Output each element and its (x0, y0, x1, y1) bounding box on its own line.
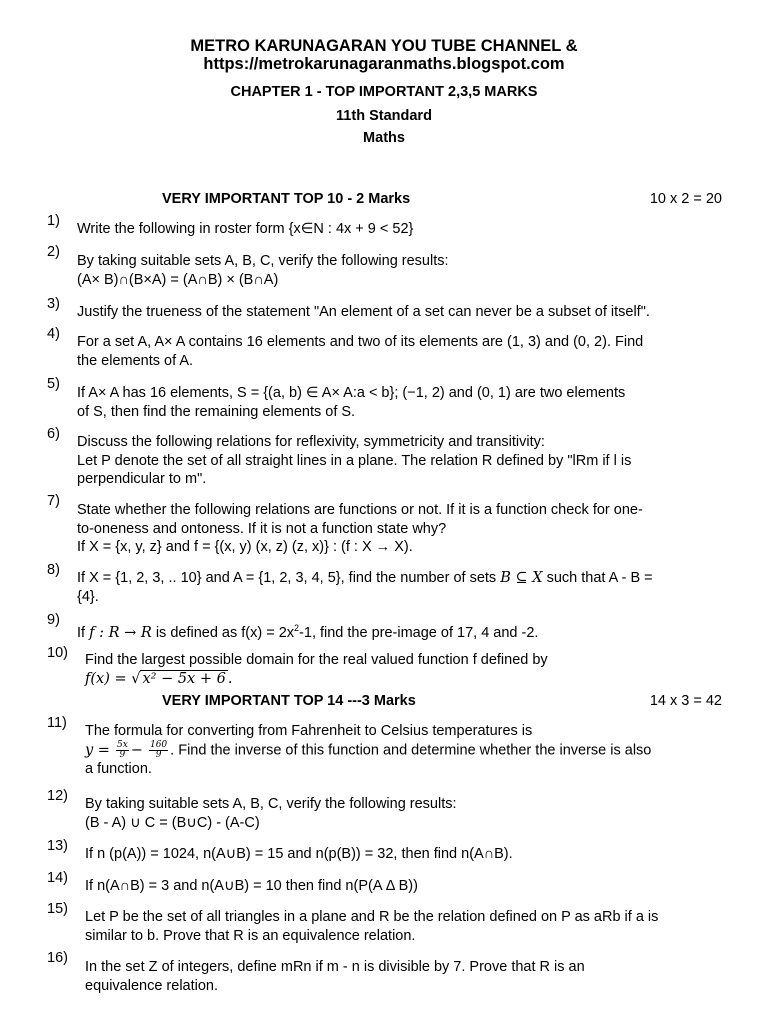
subject-label: Maths (363, 130, 405, 146)
question-line: y = $\frac{5x}{9}$ − $\frac{160}{9}$ . Find the inverse of this function and determine whether the inverse is also (85, 739, 652, 760)
question-text (77, 501, 725, 557)
question-line: of S, then find the remaining elements of S. (77, 403, 356, 420)
question-line: the elements of A. (77, 352, 194, 369)
question-line: If X = {1, 2, 3, .. 10} and A = {1, 2, 3, 4, 5}, find the number of sets B ⊆ X such that A - B = (77, 570, 653, 586)
chapter-title: CHAPTER 1 - TOP IMPORTANT 2,3,5 MARKS (230, 84, 538, 100)
section-title-3-marks: VERY IMPORTANT TOP 14 ---3 Marks (162, 693, 416, 709)
question-text (77, 303, 725, 322)
question-text (85, 722, 725, 778)
question-number: 2) (47, 244, 60, 260)
section-title-2-marks: VERY IMPORTANT TOP 10 - 2 Marks (162, 191, 411, 207)
question-number: 10) (47, 645, 68, 661)
question-text (85, 795, 725, 832)
question-text (77, 433, 725, 489)
question-line: For a set A, A× A contains 16 elements and two of its elements are (1, 3) and (0, 2). Find (77, 334, 644, 350)
function-expression: f : R → R (89, 624, 152, 641)
header-line-1: METRO KARUNAGARAN YOU TUBE CHANNEL & (190, 37, 578, 55)
question-number: 6) (47, 426, 60, 442)
fraction: $\frac{160}{9}$ (149, 739, 168, 760)
question-line: to-oneness and ontoness. If it is not a function state why? (77, 520, 447, 537)
standard-label: 11th Standard (336, 108, 432, 124)
question-line: Justify the trueness of the statement "An element of a set can never be a subset of itself". (77, 304, 650, 320)
question-number: 16) (47, 950, 68, 966)
question-line: equivalence relation. (85, 977, 219, 994)
question-line: similar to b. Prove that R is an equivalence relation. (85, 927, 416, 944)
question-line: Let P be the set of all triangles in a plane and R be the relation defined on P as aRb if a is (85, 909, 659, 925)
question-text (85, 845, 725, 864)
question-text (77, 619, 725, 642)
question-line: Write the following in roster form {x∈N : 4x + 9 < 52} (77, 221, 414, 237)
question-number: 8) (47, 562, 60, 578)
question-line: Let P denote the set of all straight lines in a plane. The relation R defined by "lRm if l is (77, 452, 632, 469)
section-marks-3-marks: 14 x 3 = 42 (649, 693, 722, 709)
question-line: State whether the following relations are functions or not. If it is a function check for one- (77, 502, 643, 518)
question-number: 12) (47, 788, 68, 804)
question-line: By taking suitable sets A, B, C, verify the following results: (77, 253, 449, 269)
question-text (77, 252, 725, 289)
question-line: The formula for converting from Fahrenheit to Celsius temperatures is (85, 723, 533, 739)
question-line: In the set Z of integers, define mRn if m - n is divisible by 7. Prove that R is an (85, 959, 585, 975)
section-marks-2-marks: 10 x 2 = 20 (649, 191, 722, 207)
question-line: f(x) = √ x² − 5x + 6 . (85, 670, 233, 687)
question-text (85, 908, 725, 945)
question-text (85, 958, 725, 995)
question-number: 7) (47, 493, 60, 509)
question-text (85, 651, 725, 688)
question-text (77, 569, 725, 606)
question-number: 14) (47, 870, 68, 886)
subset-expression: B ⊆ X (500, 570, 543, 586)
question-line: If X = {x, y, z} and f = {(x, y) (x, z) (z, x)} : (f : X → X). (77, 539, 413, 555)
question-line: If f : R → R is defined as $f(x) = 2x^2-1$, find the pre-image of 17, 4 and -2. (77, 623, 539, 641)
question-line: Discuss the following relations for reflexivity, symmetricity and transitivity: (77, 434, 545, 450)
question-line: If A× A has 16 elements, S = {(a, b) ∈ A× A:a < b}; (−1, 2) and (0, 1) are two elements (77, 385, 626, 401)
question-text (77, 333, 725, 370)
question-number: 5) (47, 376, 60, 392)
question-line: {4}. (77, 588, 99, 605)
question-number: 3) (47, 296, 60, 312)
question-line: (A× B)∩(B×A) = (A∩B) × (B∩A) (77, 271, 279, 288)
question-text (77, 384, 725, 421)
question-number: 11) (47, 715, 67, 731)
question-line: a function. (85, 760, 152, 777)
question-number: 4) (47, 326, 60, 342)
question-line: By taking suitable sets A, B, C, verify the following results: (85, 796, 457, 812)
question-number: 9) (47, 612, 60, 628)
question-number: 13) (47, 838, 68, 854)
question-number: 1) (47, 213, 60, 229)
question-line: If n(A∩B) = 3 and n(A∪B) = 10 then find n(P(A Δ B)) (85, 878, 418, 894)
question-line: Find the largest possible domain for the real valued function f defined by (85, 652, 548, 668)
question-line: If n (p(A)) = 1024, n(A∪B) = 15 and n(p(B)) = 32, then find n(A∩B). (85, 846, 513, 862)
radicand: x² − 5x + 6 (142, 670, 226, 687)
question-text (85, 877, 725, 896)
question-text (77, 220, 725, 239)
question-number: 15) (47, 901, 68, 917)
fraction: $\frac{5x}{9}$ (116, 739, 128, 760)
question-line: perpendicular to m". (77, 471, 207, 487)
question-line: (B - A) ∪ C = (B∪C) - (A-C) (85, 814, 260, 831)
header-url: https://metrokarunagaranmaths.blogspot.com (203, 55, 565, 73)
